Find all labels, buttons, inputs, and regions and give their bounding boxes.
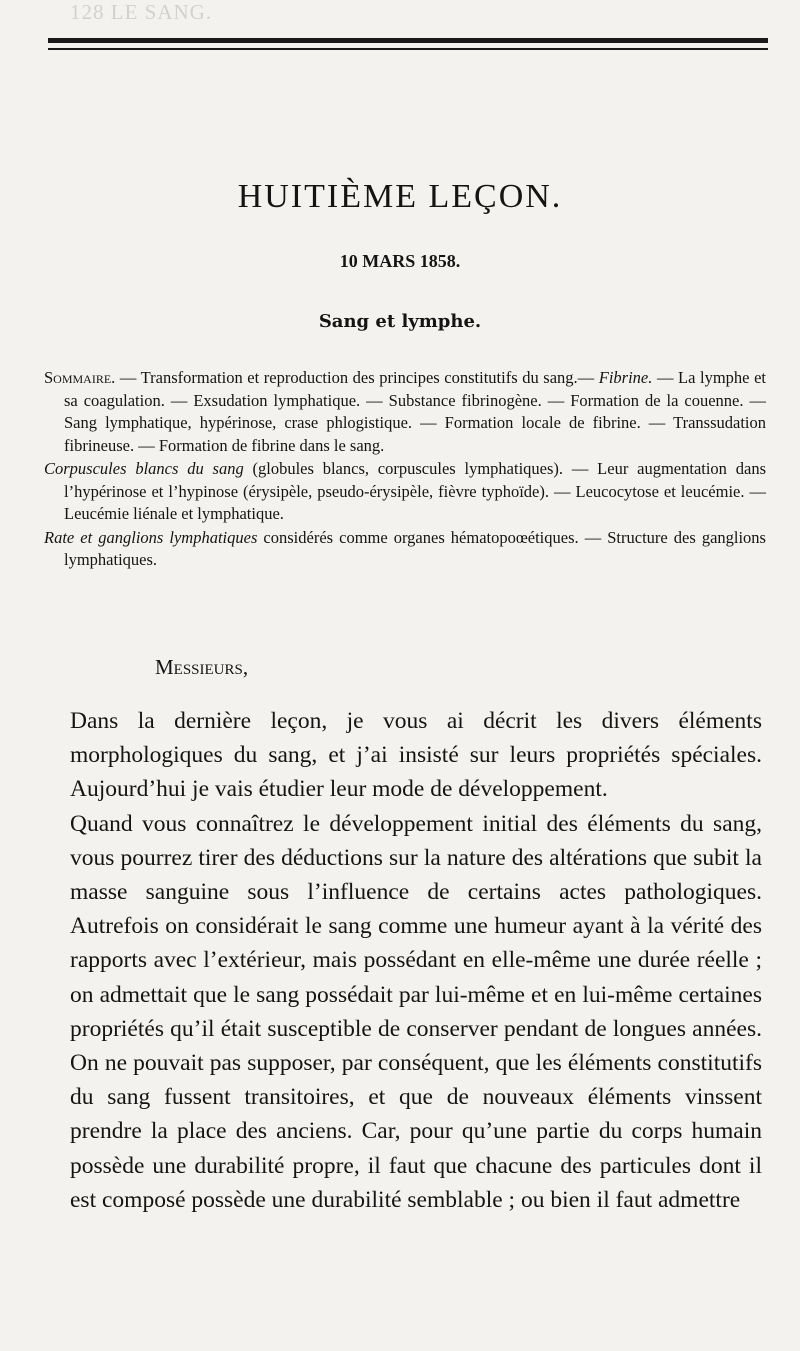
summary-p2-italic: Corpuscules blancs du sang	[44, 459, 244, 478]
summary-label: Sommaire.	[44, 368, 116, 387]
body-paragraph-1: Dans la dernière leçon, je vous ai décrit les divers éléments morphologiques du sang, et j’ai insisté sur leurs propriétés spéciales. Aujourd’hui je vais étudier leur mode de développement.	[70, 708, 762, 803]
salutation: Messieurs,	[155, 655, 249, 679]
summary-paragraph-2	[44, 458, 766, 526]
lesson-title: HUITIÈME LEÇON.	[237, 178, 563, 215]
date-year: 1858.	[419, 251, 461, 271]
header-rule-thick	[48, 38, 768, 43]
date-month: MARS	[362, 251, 416, 271]
summary-p1-text: — Transformation et reproduction des principes constitutifs du sang.—	[115, 368, 599, 387]
header-rule-thin	[48, 48, 768, 50]
summary-paragraph-3	[44, 527, 766, 572]
summary-paragraph-1	[44, 367, 766, 457]
summary-p1-rest: — La lymphe et sa coagulation. — Exsudation lymphatique. — Substance fibrinogène. — Formation de la couenne. — Sang lymphatique, hypérinose, crase phlogistique. — Formation locale de fibrine. — Transsudation fibrineuse. — Formation de fibrine dans le sang.	[64, 368, 766, 455]
body-paragraph-2: Quand vous connaîtrez le développement initial des éléments du sang, vous pourrez tirer des déductions sur la nature des altérations que subit la masse sanguine sous l’influence de certains actes pathologiques. Autrefois on considérait le sang comme une humeur ayant à la vérité des rapports avec l’extérieur, mais possédant en elle-même une durée réelle ; on admettait que le sang possédait par lui-même et en lui-même certaines propriétés qu’il était susceptible de conserver pendant de longues années. On ne pouvait pas supposer, par conséquent, que les éléments constitutifs du sang fussent transitoires, et que de nouveaux éléments vinssent prendre la place des anciens. Car, pour qu’une partie du corps humain possède une durabilité propre, il faut que chacune des particules dont il est composé possède une durabilité semblable ; ou bien il faut admettre	[70, 810, 762, 1213]
body-text	[70, 704, 762, 1217]
summary-block	[44, 367, 766, 573]
lesson-date	[0, 251, 800, 272]
summary-p2-rest: (globules blancs, corpuscules lymphatiques). — Leur augmentation dans l’hypérinose et l’hypinose (érysipèle, pseudo-érysipèle, fièvre typhoïde). — Leucocytose et leucémie. — Leucémie liénale et lymphatique.	[64, 459, 766, 523]
summary-p3-italic: Rate et ganglions lymphatiques	[44, 527, 258, 547]
date-day: 10	[339, 251, 358, 271]
bleed-through-header: 128 LE SANG.	[70, 0, 213, 24]
lesson-subtitle: Sang et lymphe.	[318, 311, 482, 332]
summary-p3-rest: considérés comme organes hématopoœétiques. — Structure des ganglions lymphatiques.	[64, 527, 766, 569]
summary-p1-fibrine: Fibrine.	[598, 368, 653, 387]
